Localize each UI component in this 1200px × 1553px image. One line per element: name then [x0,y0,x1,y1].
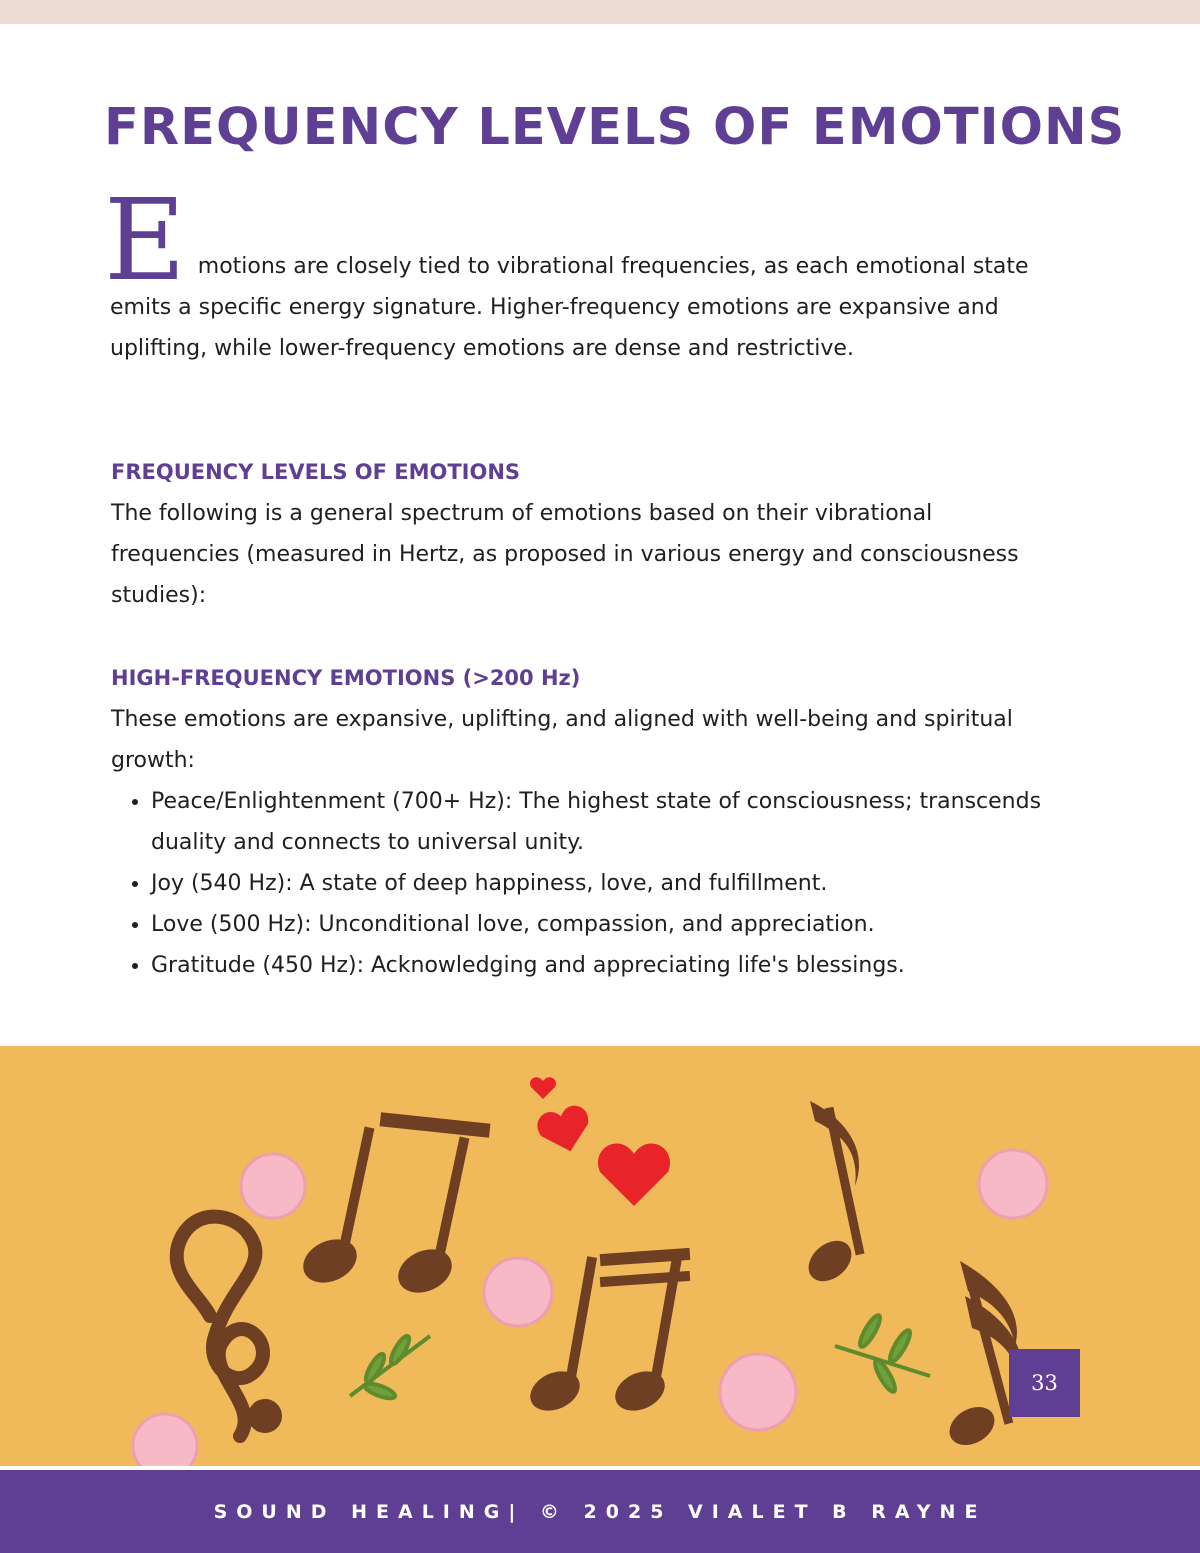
page-number: 33 [1009,1349,1080,1417]
footer-bar [0,1470,1200,1553]
treble-clef-icon [177,1217,275,1436]
drop-cap: E [104,176,186,306]
list-item: • Peace/Enlightenment (700+ Hz): The highest state of consciousness; transcends duality and connects to universal unity. [151,781,1061,863]
list-item: • Love (500 Hz): Unconditional love, compassion, and appreciation. [151,904,1061,945]
spectrum-body: The following is a general spectrum of emotions based on their vibrational frequencies (measured in Hertz, as proposed in various energy and consciousness studies): [111,501,1019,608]
intro-paragraph [104,176,1050,369]
spectrum-heading: FREQUENCY LEVELS OF EMOTIONS [111,460,521,484]
high-frequency-body: These emotions are expansive, uplifting, and aligned with well-being and spiritual growth: [111,707,1013,773]
high-frequency-section [111,658,1061,986]
footer-text: SOUND HEALING| © 2025 VIALET B RAYNE [213,1500,987,1523]
emotion-list [111,781,1061,986]
top-band [0,0,1200,24]
spectrum-section [111,452,1061,616]
list-item: • Gratitude (450 Hz): Acknowledging and appreciating life's blessings. [151,945,1061,986]
page-title: FREQUENCY LEVELS OF EMOTIONS [104,98,1126,157]
eighth-notes-icon [296,1112,490,1301]
high-frequency-heading: HIGH-FREQUENCY EMOTIONS (>200 Hz) [111,666,581,690]
sixteenth-notes-icon [524,1248,690,1418]
list-item: • Joy (540 Hz): A state of deep happiness, love, and fulfillment. [151,863,1061,904]
heart-icon [530,1077,670,1206]
intro-text: motions are closely tied to vibrational frequencies, as each emotional state emits a specific energy signature. Higher-frequency emotions are expansive and uplifting, while lower-frequency emotions are dense and restrictive. [110,254,1029,361]
eighth-note-icon [801,1101,865,1289]
